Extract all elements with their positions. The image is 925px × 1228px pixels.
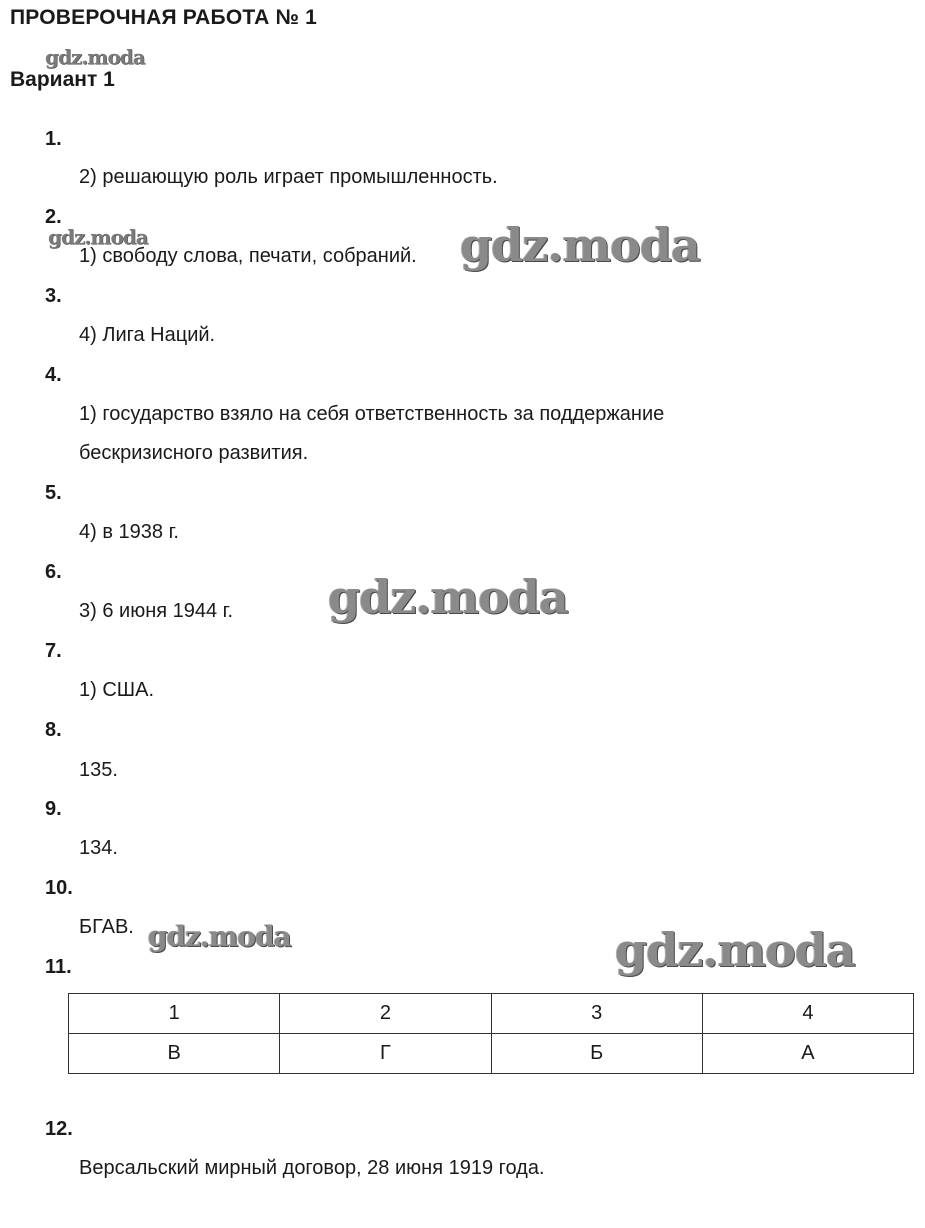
- table-cell: 1: [69, 994, 280, 1034]
- question-number-6: 6.: [45, 561, 62, 583]
- answer-1: 2) решающую роль играет промышленность.: [79, 166, 498, 188]
- table-cell: В: [69, 1034, 280, 1074]
- answer-3: 4) Лига Наций.: [79, 324, 216, 346]
- table-cell: А: [702, 1034, 913, 1074]
- table-cell: 3: [491, 994, 702, 1034]
- answer-8: 135.: [79, 759, 118, 781]
- answer-12: Версальский мирный договор, 28 июня 1919 года.: [79, 1157, 545, 1179]
- question-number-12: 12.: [45, 1118, 73, 1140]
- question-number-9: 9.: [45, 798, 62, 820]
- question-number-2: 2.: [45, 206, 62, 228]
- watermark-logo: gdz.moda: [460, 218, 700, 272]
- watermark-logo: gdz.moda: [45, 45, 145, 69]
- question-number-11: 11.: [45, 956, 72, 978]
- matching-table: [68, 993, 914, 1074]
- question-number-7: 7.: [45, 640, 62, 662]
- table-cell: 2: [280, 994, 491, 1034]
- watermark-logo: gdz.moda: [48, 225, 148, 249]
- question-number-10: 10.: [45, 877, 73, 899]
- answer-4-line-1: 1) государство взяло на себя ответственность за поддержание: [79, 403, 665, 425]
- table-row: [69, 1034, 914, 1074]
- table-cell: Б: [491, 1034, 702, 1074]
- watermark-logo: gdz.moda: [615, 923, 855, 977]
- table-cell: Г: [280, 1034, 491, 1074]
- watermark-logo: gdz.moda: [148, 920, 291, 953]
- question-number-5: 5.: [45, 482, 62, 504]
- answer-6: 3) 6 июня 1944 г.: [79, 600, 234, 622]
- answer-9: 134.: [79, 837, 118, 859]
- question-number-4: 4.: [45, 364, 62, 386]
- watermark-logo: gdz.moda: [328, 570, 568, 624]
- question-number-8: 8.: [45, 719, 62, 741]
- answer-7: 1) США.: [79, 679, 155, 701]
- answer-4-line-2: бескризисного развития.: [79, 442, 309, 464]
- answer-5: 4) в 1938 г.: [79, 521, 179, 543]
- table-cell: 4: [702, 994, 913, 1034]
- question-number-3: 3.: [45, 285, 62, 307]
- table-header-row: [69, 994, 914, 1034]
- answer-2: 1) свободу слова, печати, собраний.: [79, 245, 417, 267]
- page-title: ПРОВЕРОЧНАЯ РАБОТА № 1: [10, 6, 317, 29]
- answer-10: БГАВ.: [79, 916, 134, 938]
- variant-heading: Вариант 1: [10, 68, 115, 91]
- question-number-1: 1.: [45, 128, 62, 150]
